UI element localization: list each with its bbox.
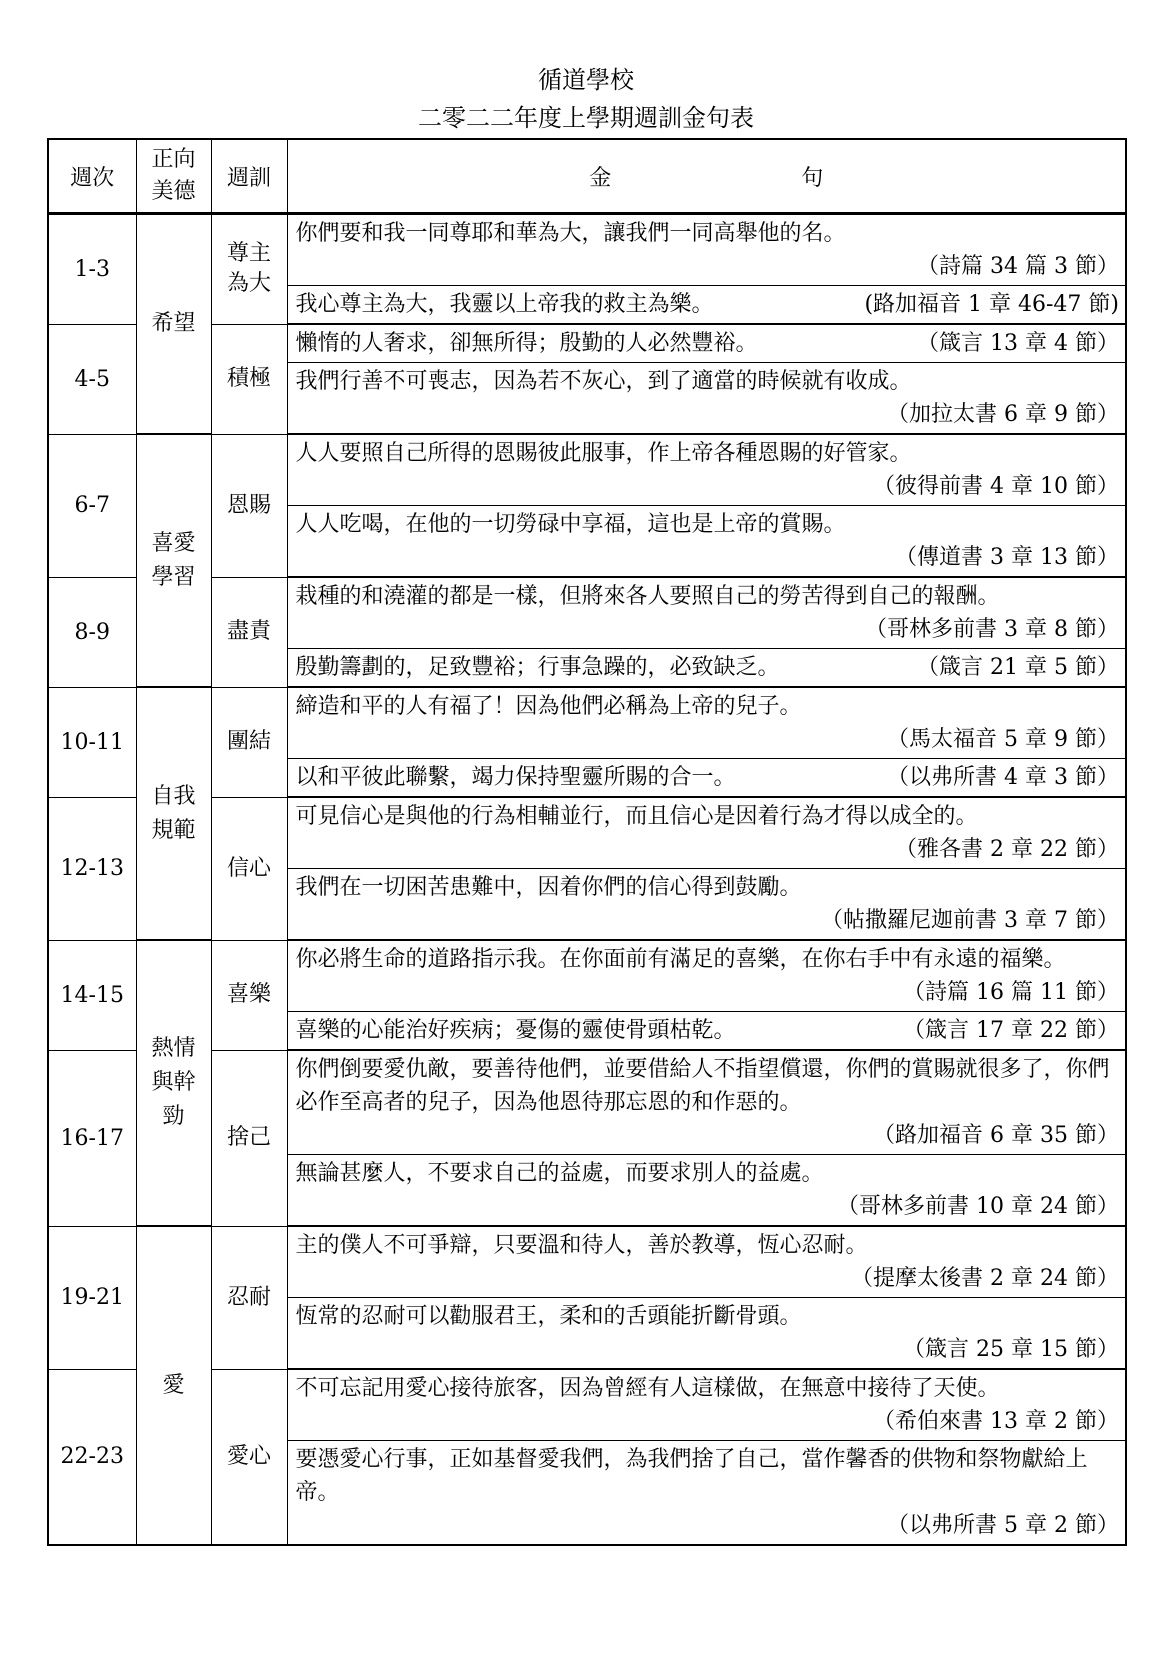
verse-cell xyxy=(287,1441,1126,1546)
verse-line xyxy=(296,761,1120,794)
document-subtitle: 二零二二年度上學期週訓金句表 xyxy=(418,104,754,132)
verse-reference: （箴言 13 章 4 節） xyxy=(917,331,1119,356)
week-range: 8-9 xyxy=(48,577,136,687)
weekly-verse-table xyxy=(47,138,1127,1546)
verse-text: 栽種的和澆灌的都是一樣，但將來各人要照自己的勞苦得到自己的報酬。 xyxy=(295,584,1000,609)
verse-reference: （哥林多前書 3 章 8 節） xyxy=(865,617,1119,642)
virtue-label xyxy=(136,940,211,1226)
verse-reference: （希伯來書 13 章 2 節） xyxy=(873,1409,1119,1434)
verse-reference: （箴言 17 章 22 節） xyxy=(903,1018,1119,1043)
school-name: 循道學校 xyxy=(538,66,634,94)
verse-cell xyxy=(287,324,1126,363)
verse-text: 主的僕人不可爭辯，只要溫和待人，善於教導，恆心忍耐。 xyxy=(295,1233,868,1258)
verse-cell xyxy=(287,577,1126,649)
verse-cell xyxy=(287,1226,1126,1298)
header-virtue xyxy=(136,139,211,214)
verse-cell xyxy=(287,940,1126,1012)
weekly-theme-text: 恩賜 xyxy=(226,492,271,518)
table-row xyxy=(48,434,1126,506)
verse-cell xyxy=(287,797,1126,869)
verse-text: 我們行善不可喪志，因為若不灰心，到了適當的時候就有收成。 xyxy=(295,369,912,394)
table-row xyxy=(48,687,1126,759)
verse-reference: （馬太福音 5 章 9 節） xyxy=(887,727,1119,752)
verse-cell xyxy=(287,869,1126,941)
virtue-label xyxy=(136,214,211,435)
verse-cell xyxy=(287,1155,1126,1227)
weekly-theme-text: 忍耐 xyxy=(226,1284,271,1310)
weekly-theme xyxy=(211,1050,287,1226)
week-range: 10-11 xyxy=(48,687,136,797)
verse-cell xyxy=(287,363,1126,435)
weekly-theme-text: 尊主為大 xyxy=(226,241,271,297)
verse-line xyxy=(296,327,1120,360)
verse-reference: （提摩太後書 2 章 24 節） xyxy=(851,1266,1119,1291)
verse-cell xyxy=(287,506,1126,578)
verse-text: 不可忘記用愛心接待旅客，因為曾經有人這樣做，在無意中接待了天使。 xyxy=(295,1376,1000,1401)
verse-text: 以和平彼此聯繫，竭力保持聖靈所賜的合一。 xyxy=(295,765,736,790)
verse-reference: （箴言 25 章 15 節） xyxy=(903,1337,1119,1362)
verse-cell xyxy=(287,434,1126,506)
week-range: 16-17 xyxy=(48,1050,136,1226)
header-quote-b: 句 xyxy=(801,165,824,191)
virtue-label xyxy=(136,1226,211,1545)
verse-line xyxy=(296,651,1120,684)
virtue-label xyxy=(136,687,211,940)
virtue-label xyxy=(136,434,211,687)
weekly-theme xyxy=(211,797,287,940)
verse-text: 你們要和我一同尊耶和華為大，讓我們一同高舉他的名。 xyxy=(295,221,846,246)
verse-cell xyxy=(287,687,1126,759)
weekly-theme-text: 盡責 xyxy=(226,619,271,644)
verse-text: 人人要照自己所得的恩賜彼此服事，作上帝各種恩賜的好管家。 xyxy=(295,441,912,466)
verse-reference: （帖撒羅尼迦前書 3 章 7 節） xyxy=(821,908,1119,933)
verse-text: 締造和平的人有福了！因為他們必稱為上帝的兒子。 xyxy=(295,694,802,719)
verse-text: 殷勤籌劃的，足致豐裕；行事急躁的，必致缺乏。 xyxy=(295,655,780,680)
verse-reference: （詩篇 34 篇 3 節） xyxy=(917,254,1119,279)
verse-reference: （路加福音 6 章 35 節） xyxy=(873,1123,1119,1148)
verse-reference: （以弗所書 5 章 2 節） xyxy=(887,1513,1119,1538)
verse-text: 可見信心是與他的行為相輔並行，而且信心是因着行為才得以成全的。 xyxy=(295,804,978,829)
verse-cell xyxy=(287,286,1126,325)
weekly-theme xyxy=(211,687,287,797)
verse-text: 我們在一切困苦患難中，因着你們的信心得到鼓勵。 xyxy=(295,875,802,900)
weekly-theme xyxy=(211,1226,287,1369)
week-range: 22-23 xyxy=(48,1369,136,1545)
verse-text: 無論甚麼人，不要求自己的益處，而要求別人的益處。 xyxy=(295,1161,824,1186)
verse-cell xyxy=(287,1012,1126,1051)
header-quote-a: 金 xyxy=(589,165,612,191)
week-range: 12-13 xyxy=(48,797,136,940)
weekly-theme-text: 團結 xyxy=(226,729,271,754)
verse-cell xyxy=(287,759,1126,798)
verse-text: 人人吃喝，在他的一切勞碌中享福，這也是上帝的賞賜。 xyxy=(295,512,846,537)
week-range: 4-5 xyxy=(48,324,136,434)
verse-cell xyxy=(287,1298,1126,1370)
table-row xyxy=(48,214,1126,286)
weekly-theme-text: 積極 xyxy=(226,366,271,391)
week-range: 6-7 xyxy=(48,434,136,577)
verse-text: 懶惰的人奢求，卻無所得；殷勤的人必然豐裕。 xyxy=(295,331,758,356)
virtue-text: 自我規範 xyxy=(151,783,196,843)
virtue-text: 喜愛學習 xyxy=(151,530,196,590)
table-row xyxy=(48,1226,1126,1298)
verse-text: 恆常的忍耐可以勸服君王，柔和的舌頭能折斷骨頭。 xyxy=(295,1304,802,1329)
week-range: 1-3 xyxy=(48,214,136,325)
header-virtue-text: 正向美德 xyxy=(151,147,196,204)
table-row xyxy=(48,940,1126,1012)
weekly-theme xyxy=(211,1369,287,1545)
weekly-theme xyxy=(211,940,287,1050)
verse-text: 你必將生命的道路指示我。在你面前有滿足的喜樂，在你右手中有永遠的福樂。 xyxy=(295,947,1066,972)
header-week: 週次 xyxy=(48,139,136,214)
virtue-text: 愛 xyxy=(162,1372,185,1398)
verse-reference: （哥林多前書 10 章 24 節） xyxy=(837,1194,1119,1219)
verse-reference: （以弗所書 4 章 3 節） xyxy=(887,765,1119,790)
verse-reference: （加拉太書 6 章 9 節） xyxy=(887,402,1119,427)
verse-text: 要憑愛心行事，正如基督愛我們，為我們捨了自己，當作馨香的供物和祭物獻給上帝。 xyxy=(295,1447,1088,1505)
verse-text: 喜樂的心能治好疾病；憂傷的靈使骨頭枯乾。 xyxy=(295,1018,736,1043)
virtue-text: 熱情與幹勁 xyxy=(151,1036,196,1129)
header-quote xyxy=(287,139,1126,214)
header-theme: 週訓 xyxy=(211,139,287,214)
verse-cell xyxy=(287,649,1126,688)
verse-cell xyxy=(287,1050,1126,1155)
weekly-theme xyxy=(211,324,287,434)
week-range: 19-21 xyxy=(48,1226,136,1369)
weekly-theme-text: 愛心 xyxy=(226,1443,271,1469)
verse-reference: （箴言 21 章 5 節） xyxy=(917,655,1119,680)
verse-reference: （詩篇 16 篇 11 節） xyxy=(903,980,1119,1005)
verse-reference: （彼得前書 4 章 10 節） xyxy=(873,474,1119,499)
weekly-theme-text: 捨己 xyxy=(226,1125,271,1150)
weekly-theme xyxy=(211,577,287,687)
verse-reference: (路加福音 1 章 46-47 節) xyxy=(864,292,1119,317)
verse-reference: （傳道書 3 章 13 節） xyxy=(895,545,1119,570)
weekly-theme xyxy=(211,214,287,325)
virtue-text: 希望 xyxy=(151,311,196,336)
weekly-theme-text: 喜樂 xyxy=(226,982,271,1007)
weekly-theme xyxy=(211,434,287,577)
verse-line xyxy=(296,288,1120,321)
verse-cell xyxy=(287,214,1126,286)
verse-text: 你們倒要愛仇敵，要善待他們，並要借給人不指望償還，你們的賞賜就很多了，你們必作至高者的兒子，因為他恩待那忘恩的和作惡的。 xyxy=(295,1057,1110,1115)
weekly-theme-text: 信心 xyxy=(226,855,271,881)
table-header-row xyxy=(48,139,1126,214)
verse-reference: （雅各書 2 章 22 節） xyxy=(895,837,1119,862)
week-range: 14-15 xyxy=(48,940,136,1050)
verse-cell xyxy=(287,1369,1126,1441)
verse-text: 我心尊主為大，我靈以上帝我的救主為樂。 xyxy=(295,292,714,317)
verse-line xyxy=(296,1014,1120,1047)
